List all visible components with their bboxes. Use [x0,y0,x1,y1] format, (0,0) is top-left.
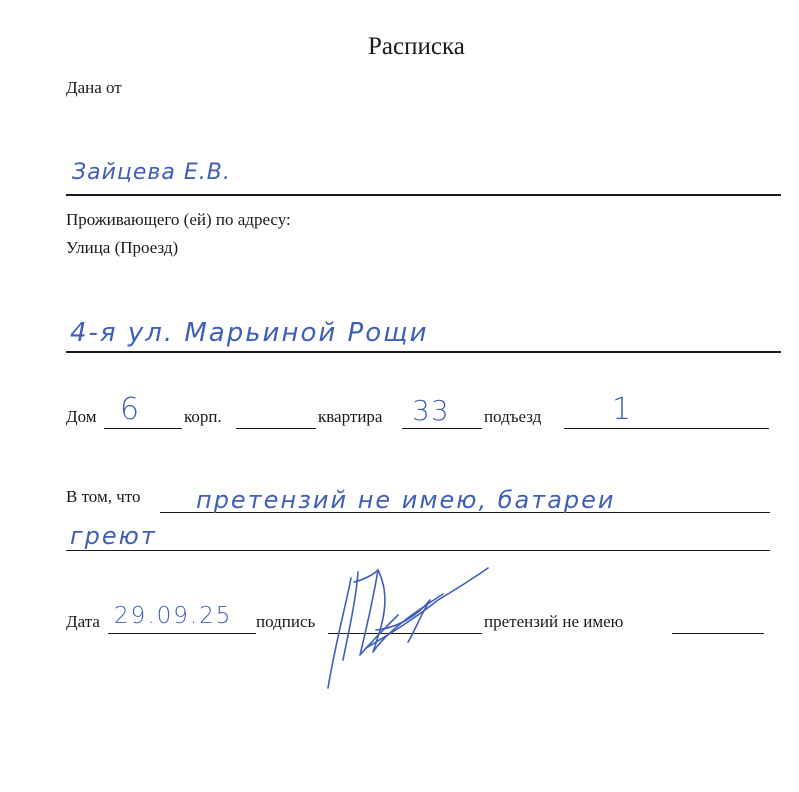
apartment-line [402,428,482,429]
claim-label: В том, что [66,487,141,506]
given-from-line [66,194,781,196]
building-label: корп. [184,407,222,426]
apartment-label: квартира [318,407,383,426]
house-label: Дом [66,407,97,426]
entrance-line [564,428,769,429]
handwritten-signature [318,560,518,700]
street-handwritten[interactable]: 4-я ул. Марьиной Рощи [70,318,429,348]
house-handwritten[interactable]: 6 [120,392,141,427]
entrance-handwritten[interactable]: 1 [612,392,633,427]
claim-handwritten-line-2[interactable]: греют [70,522,157,550]
no-claims-line [672,633,764,634]
given-from-handwritten-name[interactable]: Зайцева Е.В. [72,160,231,185]
street-line [66,351,781,353]
document-title: Расписка [368,33,465,60]
date-handwritten[interactable]: 29.09.25 [114,603,233,629]
building-line [236,428,316,429]
apartment-handwritten[interactable]: 33 [412,394,450,427]
given-from-label: Дана от [66,78,122,97]
claim-handwritten-line-1[interactable]: претензий не имею, батареи [196,486,616,514]
address-residing-label: Проживающего (ей) по адресу: [66,210,291,229]
signature-label: подпись [256,612,316,631]
house-line [104,428,182,429]
date-label: Дата [66,612,100,631]
address-street-label: Улица (Проезд) [66,238,179,257]
date-line [108,633,256,634]
no-claims-label: претензий не имею [484,612,624,631]
claim-line-2 [66,550,770,551]
entrance-label: подъезд [484,407,542,426]
